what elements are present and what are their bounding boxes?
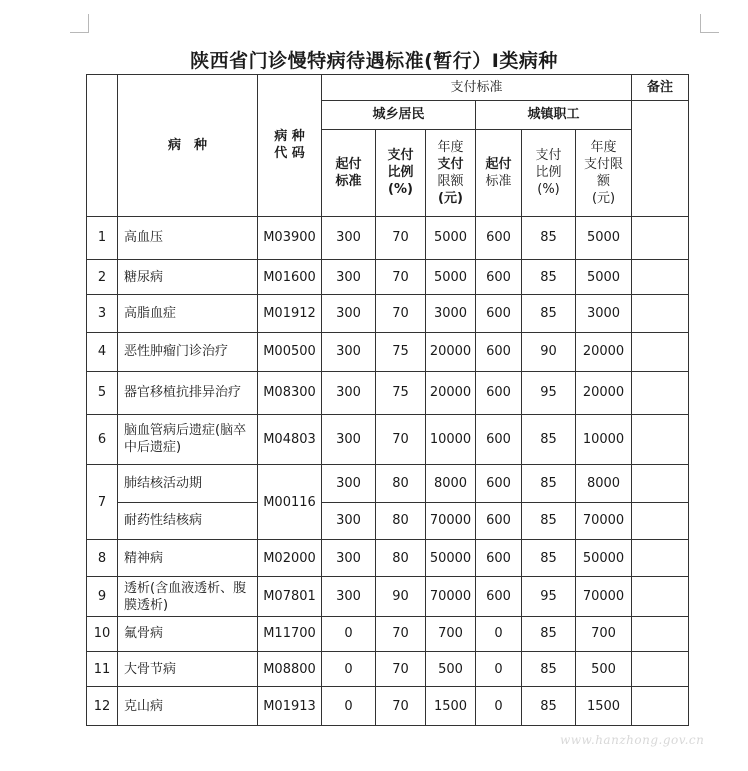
remarks-cell (632, 259, 689, 294)
res-limit-l2: 支付 (437, 156, 464, 172)
emp-limit-cell: 20000 (576, 332, 632, 371)
res-ratio-l1: 支付 (387, 148, 414, 164)
res-deductible-cell: 300 (322, 539, 376, 576)
res-ratio-cell: 80 (376, 502, 426, 539)
res-limit-cell: 8000 (426, 465, 476, 502)
emp-ratio-cell: 85 (522, 616, 576, 651)
header-res-limit (426, 129, 476, 216)
res-limit-cell: 5000 (426, 216, 476, 259)
res-ratio-cell: 70 (376, 687, 426, 726)
res-deductible-cell: 300 (322, 216, 376, 259)
disease-code-cell: M01912 (258, 295, 322, 332)
standards-table (86, 74, 689, 726)
emp-ratio-cell: 85 (522, 652, 576, 687)
row-number-cell: 12 (87, 687, 118, 726)
row-number-cell: 5 (87, 372, 118, 414)
emp-ratio-cell: 85 (522, 216, 576, 259)
remarks-cell (632, 502, 689, 539)
emp-deductible-cell: 600 (476, 539, 522, 576)
emp-limit-cell: 50000 (576, 539, 632, 576)
page-title: 陕西省门诊慢特病待遇标准(暂行）I类病种 (190, 50, 558, 72)
row-number-cell: 1 (87, 216, 118, 259)
emp-limit-l1: 年度 (590, 139, 617, 155)
remarks-cell (632, 414, 689, 465)
disease-name-cell: 氟骨病 (118, 616, 258, 651)
emp-deductible-cell: 0 (476, 616, 522, 651)
res-limit-cell: 500 (426, 652, 476, 687)
emp-limit-cell: 1500 (576, 687, 632, 726)
res-limit-cell: 700 (426, 616, 476, 651)
table-row (87, 687, 689, 726)
row-number-cell: 7 (87, 465, 118, 540)
table-row (87, 465, 689, 502)
disease-code-cell: M01913 (258, 687, 322, 726)
table-row (87, 295, 689, 332)
emp-deductible-cell: 600 (476, 577, 522, 616)
res-deductible-cell: 300 (322, 372, 376, 414)
header-disease: 病 种 (118, 75, 258, 217)
disease-code-cell: M07801 (258, 577, 322, 616)
res-limit-cell: 1500 (426, 687, 476, 726)
remarks-cell (632, 539, 689, 576)
res-limit-l4: (元) (438, 190, 463, 206)
disease-name-cell: 克山病 (118, 687, 258, 726)
row-number-cell: 2 (87, 259, 118, 294)
emp-ratio-cell: 85 (522, 295, 576, 332)
disease-code-cell: M04803 (258, 414, 322, 465)
emp-deductible-cell: 600 (476, 295, 522, 332)
disease-name-cell: 大骨节病 (118, 652, 258, 687)
disease-name-cell: 精神病 (118, 539, 258, 576)
res-limit-cell: 20000 (426, 332, 476, 371)
res-ratio-cell: 70 (376, 259, 426, 294)
remarks-cell (632, 616, 689, 651)
table-row (87, 259, 689, 294)
row-number-cell: 11 (87, 652, 118, 687)
emp-deductible-l1: 起付 (485, 156, 512, 172)
res-ratio-cell: 70 (376, 414, 426, 465)
disease-name-cell: 脑血管病后遗症(脑卒中后遗症) (118, 414, 258, 465)
res-deductible-cell: 300 (322, 465, 376, 502)
res-ratio-cell: 80 (376, 539, 426, 576)
emp-deductible-cell: 600 (476, 259, 522, 294)
res-limit-cell: 3000 (426, 295, 476, 332)
emp-limit-cell: 3000 (576, 295, 632, 332)
res-ratio-cell: 70 (376, 616, 426, 651)
emp-deductible-cell: 600 (476, 502, 522, 539)
emp-limit-l3: 额 (597, 173, 611, 189)
res-deductible-cell: 300 (322, 259, 376, 294)
row-number-cell: 10 (87, 616, 118, 651)
res-deductible-cell: 300 (322, 502, 376, 539)
emp-limit-l2: 支付限 (584, 156, 624, 172)
emp-limit-cell: 5000 (576, 216, 632, 259)
res-deductible-l1: 起付 (335, 156, 362, 172)
emp-limit-cell: 500 (576, 652, 632, 687)
header-code-line1: 病 种 (274, 129, 305, 145)
res-deductible-cell: 300 (322, 332, 376, 371)
disease-code-cell: M01600 (258, 259, 322, 294)
disease-name-cell: 高血压 (118, 216, 258, 259)
table-row (87, 539, 689, 576)
disease-name-cell: 肺结核活动期 (118, 465, 258, 502)
res-limit-cell: 20000 (426, 372, 476, 414)
emp-deductible-cell: 600 (476, 372, 522, 414)
emp-limit-cell: 5000 (576, 259, 632, 294)
header-remarks-spacer (632, 101, 689, 216)
disease-code-cell: M02000 (258, 539, 322, 576)
remarks-cell (632, 652, 689, 687)
remarks-cell (632, 372, 689, 414)
res-deductible-l2: 标准 (335, 173, 362, 189)
emp-limit-cell: 70000 (576, 502, 632, 539)
res-ratio-cell: 75 (376, 372, 426, 414)
disease-code-cell: M08300 (258, 372, 322, 414)
emp-deductible-cell: 600 (476, 465, 522, 502)
crop-mark-top-right (700, 14, 719, 33)
emp-limit-l4: (元) (591, 190, 616, 206)
emp-ratio-cell: 85 (522, 687, 576, 726)
emp-ratio-l1: 支付 (535, 148, 562, 164)
emp-ratio-cell: 85 (522, 259, 576, 294)
res-ratio-cell: 80 (376, 465, 426, 502)
remarks-cell (632, 216, 689, 259)
header-res-deductible (322, 129, 376, 216)
header-res-ratio (376, 129, 426, 216)
emp-ratio-cell: 95 (522, 577, 576, 616)
res-ratio-cell: 75 (376, 332, 426, 371)
row-number-cell: 3 (87, 295, 118, 332)
emp-deductible-cell: 0 (476, 652, 522, 687)
watermark: www.hanzhong.gov.cn (560, 733, 705, 747)
table-row (87, 216, 689, 259)
remarks-cell (632, 295, 689, 332)
table-row (87, 652, 689, 687)
emp-ratio-cell: 95 (522, 372, 576, 414)
header-emp-limit (576, 129, 632, 216)
emp-ratio-l2: 比例 (535, 165, 562, 181)
disease-code-cell: M00116 (258, 465, 322, 540)
disease-name-cell: 耐药性结核病 (118, 502, 258, 539)
header-emp-ratio (522, 129, 576, 216)
res-limit-cell: 5000 (426, 259, 476, 294)
res-limit-cell: 70000 (426, 502, 476, 539)
emp-limit-cell: 10000 (576, 414, 632, 465)
disease-code-cell: M00500 (258, 332, 322, 371)
emp-limit-cell: 70000 (576, 577, 632, 616)
table-row (87, 414, 689, 465)
res-deductible-cell: 0 (322, 687, 376, 726)
res-ratio-l2: 比例 (387, 165, 414, 181)
disease-code-cell: M03900 (258, 216, 322, 259)
emp-limit-cell: 8000 (576, 465, 632, 502)
header-employees: 城镇职工 (476, 101, 632, 129)
emp-ratio-cell: 85 (522, 539, 576, 576)
res-ratio-cell: 70 (376, 216, 426, 259)
res-ratio-cell: 70 (376, 652, 426, 687)
disease-code-cell: M11700 (258, 616, 322, 651)
res-limit-l3: 限额 (437, 173, 464, 189)
table-row (87, 502, 689, 539)
disease-name-cell: 透析(含血液透析、腹膜透析) (118, 577, 258, 616)
emp-ratio-cell: 85 (522, 414, 576, 465)
res-deductible-cell: 0 (322, 616, 376, 651)
remarks-cell (632, 577, 689, 616)
remarks-cell (632, 465, 689, 502)
res-ratio-cell: 90 (376, 577, 426, 616)
res-deductible-cell: 300 (322, 414, 376, 465)
res-limit-cell: 50000 (426, 539, 476, 576)
table-row (87, 332, 689, 371)
header-residents: 城乡居民 (322, 101, 476, 129)
row-number-cell: 8 (87, 539, 118, 576)
row-number-cell: 4 (87, 332, 118, 371)
disease-name-cell: 器官移植抗排异治疗 (118, 372, 258, 414)
remarks-cell (632, 687, 689, 726)
res-limit-cell: 70000 (426, 577, 476, 616)
disease-name-cell: 高脂血症 (118, 295, 258, 332)
emp-deductible-cell: 600 (476, 216, 522, 259)
header-payment-standard: 支付标准 (322, 75, 632, 101)
emp-deductible-cell: 600 (476, 332, 522, 371)
emp-deductible-cell: 600 (476, 414, 522, 465)
res-deductible-cell: 300 (322, 295, 376, 332)
table-row (87, 577, 689, 616)
emp-ratio-cell: 85 (522, 502, 576, 539)
header-remarks: 备注 (632, 75, 689, 101)
header-number (87, 75, 118, 217)
emp-ratio-cell: 90 (522, 332, 576, 371)
emp-ratio-cell: 85 (522, 465, 576, 502)
header-emp-deductible (476, 129, 522, 216)
emp-ratio-l3: (%) (537, 182, 560, 198)
remarks-cell (632, 332, 689, 371)
emp-limit-cell: 20000 (576, 372, 632, 414)
res-limit-l1: 年度 (437, 139, 464, 155)
table-row (87, 372, 689, 414)
res-deductible-cell: 0 (322, 652, 376, 687)
table-row (87, 616, 689, 651)
disease-name-cell: 恶性肿瘤门诊治疗 (118, 332, 258, 371)
disease-code-cell: M08800 (258, 652, 322, 687)
emp-deductible-l2: 标准 (485, 173, 512, 189)
res-ratio-cell: 70 (376, 295, 426, 332)
row-number-cell: 6 (87, 414, 118, 465)
row-number-cell: 9 (87, 577, 118, 616)
emp-limit-cell: 700 (576, 616, 632, 651)
header-code-line2: 代 码 (274, 146, 305, 162)
crop-mark-top-left (70, 14, 89, 33)
header-code (258, 75, 322, 217)
res-limit-cell: 10000 (426, 414, 476, 465)
disease-name-cell: 糖尿病 (118, 259, 258, 294)
res-ratio-l3: (%) (388, 182, 413, 198)
emp-deductible-cell: 0 (476, 687, 522, 726)
res-deductible-cell: 300 (322, 577, 376, 616)
